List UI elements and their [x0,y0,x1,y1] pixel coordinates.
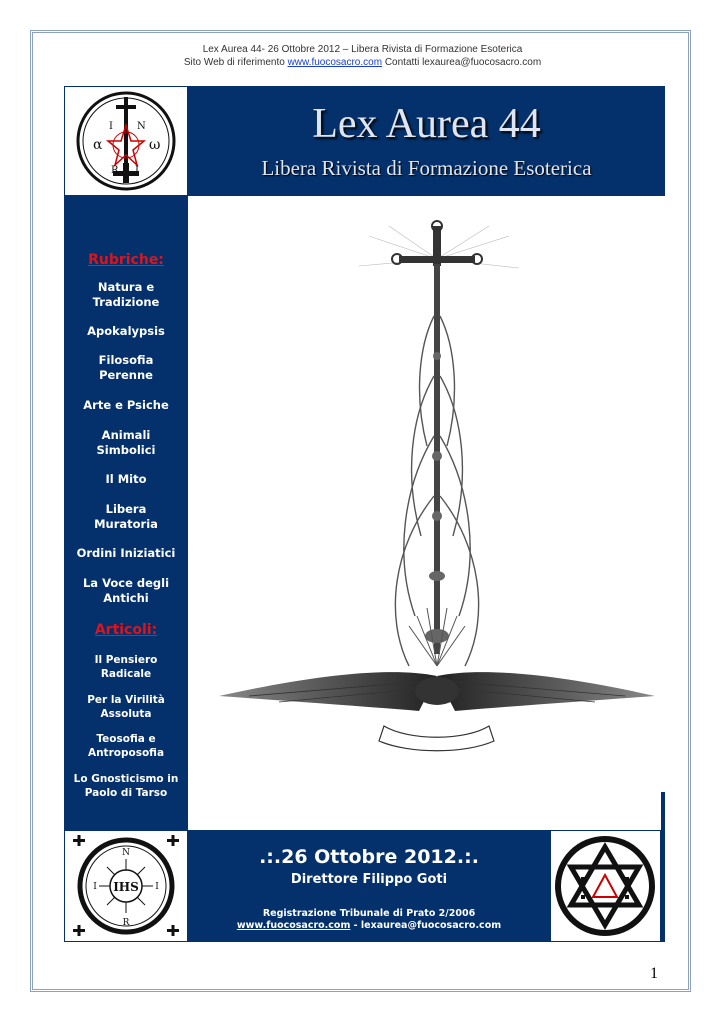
articolo-gnosticismo-paolo[interactable] [64,772,188,800]
ihs-letter-top: N [122,848,130,858]
director-name: Direttore Filippo Goti [290,872,448,887]
sidebar-edge [661,792,665,830]
rubrica-ordini-iniziatici[interactable] [64,546,188,561]
contact-links [188,920,550,931]
seal-alpha: α [93,137,103,153]
articolo-line: Antroposofia [87,747,165,759]
rubrica-animali-simbolici[interactable] [64,428,188,458]
seal-inri-logo [64,86,188,196]
seal-letter-n: N [137,121,146,132]
articolo-line: Lo Gnosticismo in [73,773,179,785]
link-separator: - [350,920,361,931]
articoli-heading: Articoli: [94,622,158,638]
magazine-subtitle: Libera Rivista di Formazione Esoterica [261,156,592,180]
header-line-2 [0,57,725,68]
footer-edge [661,830,665,942]
rubrica-line: Arte e Psiche [83,398,169,412]
articolo-line: Paolo di Tarso [84,787,168,799]
rubrica-il-mito[interactable] [64,472,188,487]
articolo-teosofia-antroposofia[interactable] [64,732,188,760]
ihs-monogram: IHS [113,880,139,894]
seal-inri-icon [65,87,187,195]
header-site-link[interactable]: www.fuocosacro.com [287,57,383,68]
rubrica-filosofia-perenne[interactable] [64,353,188,383]
rubrica-line: Ordini Iniziatici [76,546,176,560]
rubrica-apokalypsis[interactable] [64,324,188,339]
rubrica-line: Tradizione [92,295,160,309]
rubrica-line: Filosofia [98,353,154,367]
rubrica-line: Libera [105,502,147,516]
seal-letter-r: R [111,165,119,176]
registration-note: Registrazione Tribunale di Prato 2/2006 [262,908,476,919]
rubrica-line: Natura e [97,280,155,294]
issue-info-block [188,830,550,942]
rubrica-line: Simbolici [96,443,156,457]
ihs-letter-right: I [155,882,159,892]
cover-illustration [189,196,665,830]
cross-wings-engraving-icon [189,196,665,830]
articolo-line: Assoluta [100,708,152,720]
rubrica-voce-antichi[interactable] [64,576,188,606]
rubrica-line: Antichi [103,591,149,605]
articolo-line: Il Pensiero [94,654,158,666]
articolo-line: Per la Virilità [87,694,165,706]
rubrica-line: Perenne [99,368,153,382]
page-number: 1 [650,965,658,982]
header-site-label: Sito Web di riferimento [183,57,288,68]
rubrica-line: La Voce degli [82,576,170,590]
rubrica-line: Apokalypsis [87,324,165,338]
email-address[interactable]: lexaurea@fuocosacro.com [360,920,502,931]
ihs-letter-bottom: R [122,918,130,928]
seal-letter-i: I [109,121,113,132]
masthead [188,86,665,196]
site-link[interactable]: www.fuocosacro.com [236,920,351,931]
rubriche-heading: Rubriche: [88,252,164,268]
rubrica-line: Animali [101,428,151,442]
articolo-line: Radicale [100,668,152,680]
seal-omega: ω [149,137,161,153]
articolo-pensiero-radicale[interactable] [64,653,188,681]
ihs-letter-left: I [93,882,97,892]
ouroboros-seal-icon [65,831,187,941]
seal-letter-i2: I [135,165,139,176]
hexagram-seal-icon [551,831,660,941]
magazine-title: Lex Aurea 44 [312,101,541,147]
rubrica-arte-psiche[interactable] [64,398,188,413]
header-line-1: Lex Aurea 44- 26 Ottobre 2012 – Libera Rivista di Formazione Esoterica [202,44,523,55]
rubrica-line: Muratoria [94,517,158,531]
issue-date: .:.26 Ottobre 2012.:. [259,846,479,868]
articolo-virilita-assoluta[interactable] [64,693,188,721]
rubrica-libera-muratoria[interactable] [64,502,188,532]
seal-hexagram-logo [550,830,661,942]
rubrica-natura-tradizione[interactable] [64,280,188,310]
rubrica-line: Il Mito [105,472,147,486]
header-contacts: Contatti lexaurea@fuocosacro.com [382,57,542,68]
articolo-line: Teosofia e [96,733,156,745]
seal-ihs-logo [64,830,188,942]
sidebar [64,196,188,830]
